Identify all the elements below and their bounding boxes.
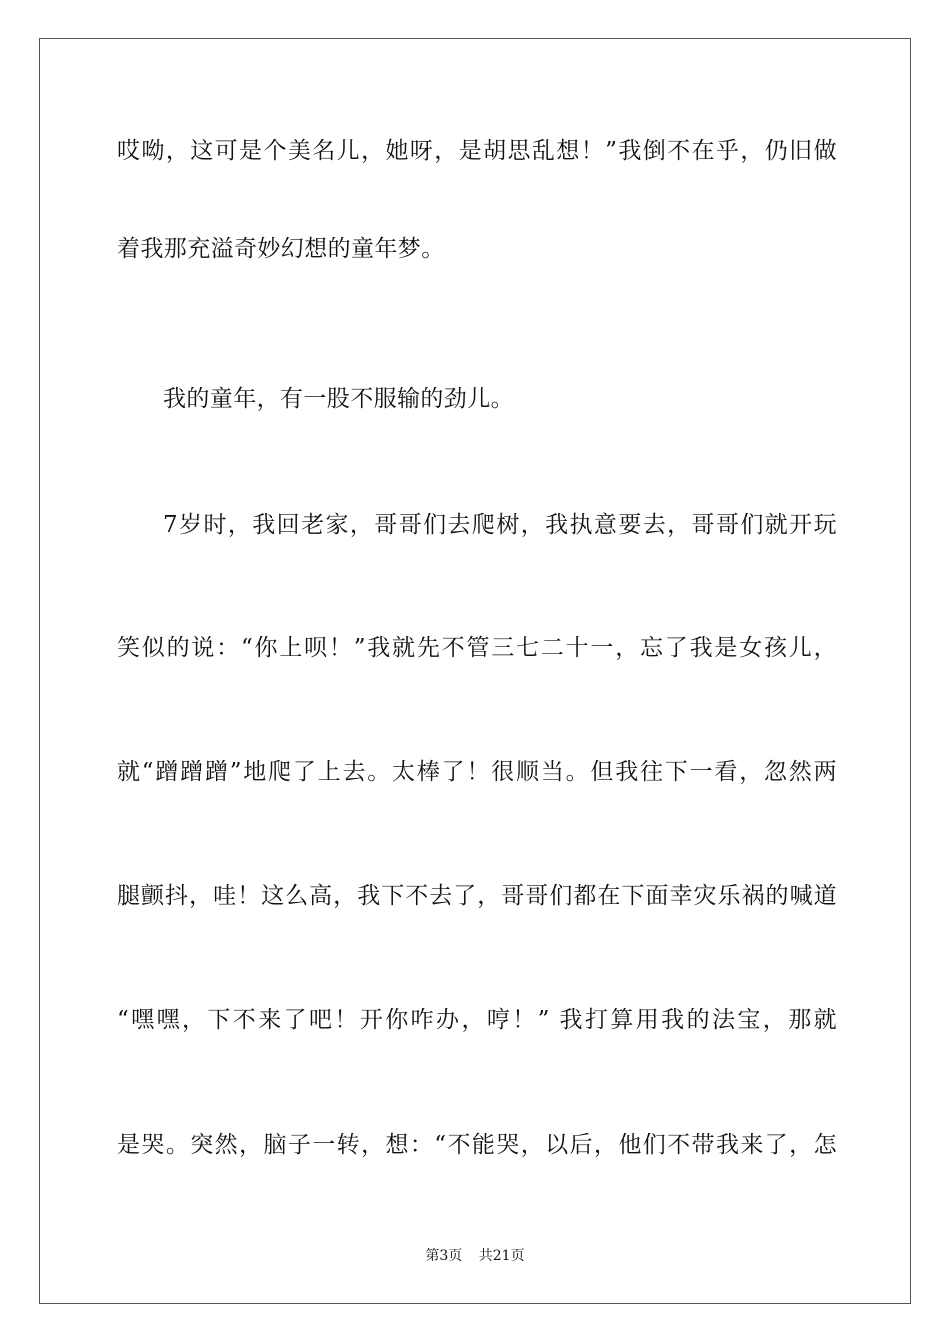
page-footer xyxy=(0,1247,950,1265)
text-line-6: 就“蹭蹭蹭”地爬了上去。太棒了！很顺当。但我往下一看，忽然两 xyxy=(117,759,837,785)
page-number: 第3页 xyxy=(425,1248,463,1264)
text-line-1: 哎呦，这可是个美名儿，她呀，是胡思乱想！”我倒不在乎，仍旧做 xyxy=(117,138,837,164)
text-line-3: 我的童年，有一股不服输的劲儿。 xyxy=(163,386,514,412)
page-total: 共21页 xyxy=(478,1248,525,1264)
text-line-7: 腿颤抖，哇！这么高，我下不去了，哥哥们都在下面幸灾乐祸的喊道 xyxy=(117,883,837,909)
text-line-5: 笑似的说：“你上呗！”我就先不管三七二十一，忘了我是女孩儿， xyxy=(117,635,837,661)
text-line-9: 是哭。突然，脑子一转，想：“不能哭，以后，他们不带我来了，怎 xyxy=(117,1132,837,1158)
text-line-8: “嘿嘿，下不来了吧！开你咋办，哼！” 我打算用我的法宝，那就 xyxy=(117,1007,837,1033)
text-line-2: 着我那充溢奇妙幻想的童年梦。 xyxy=(117,236,445,262)
page-border xyxy=(39,38,911,1304)
text-line-4: 7岁时，我回老家，哥哥们去爬树，我执意要去，哥哥们就开玩 xyxy=(163,512,837,538)
